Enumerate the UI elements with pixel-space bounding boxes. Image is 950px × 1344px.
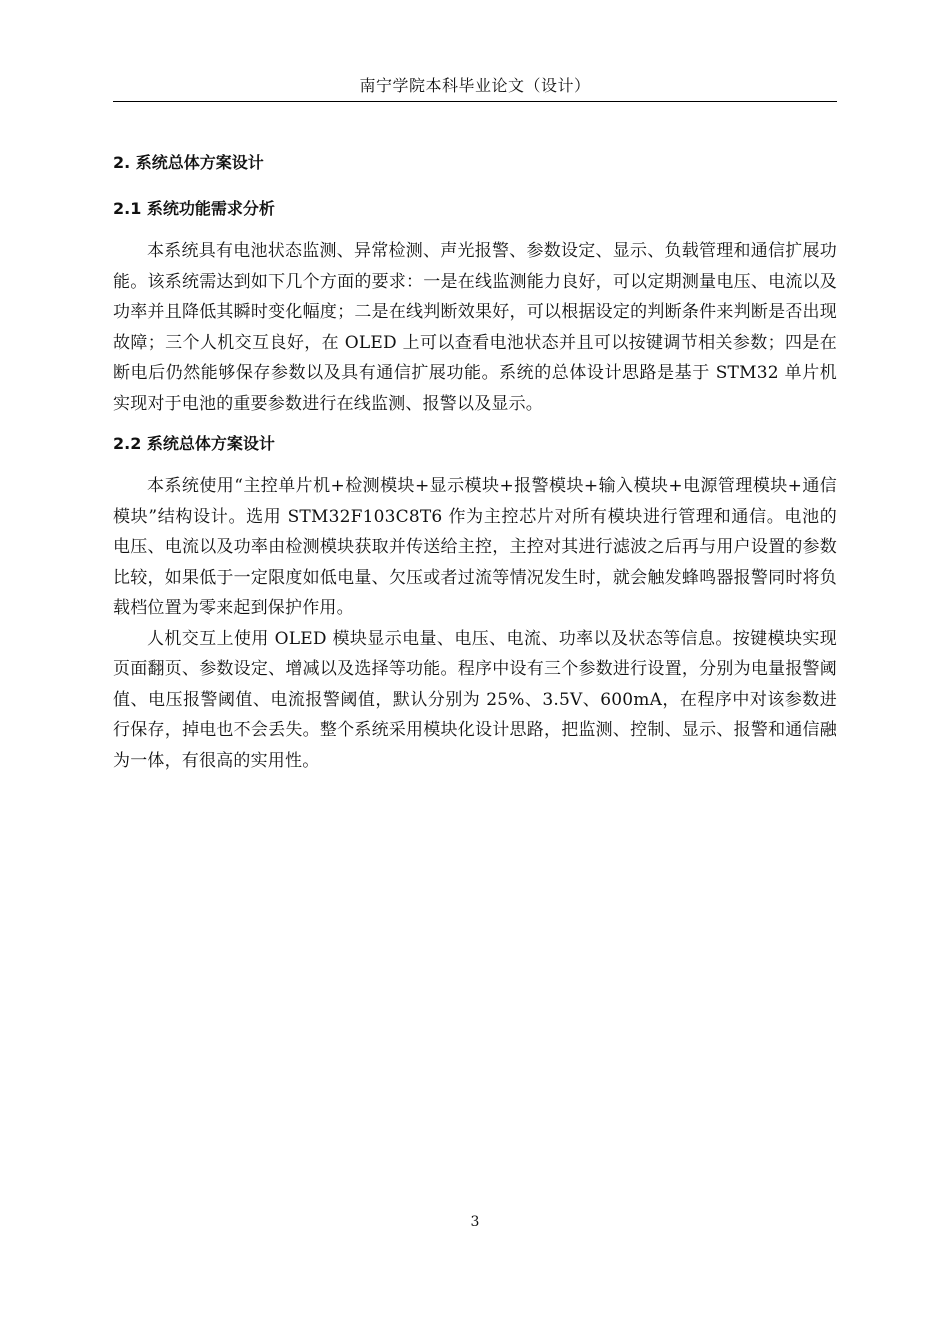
document-body (113, 150, 837, 776)
subsection-heading-2-1: 2.1 系统功能需求分析 (113, 199, 275, 218)
header-rule (113, 101, 837, 102)
paragraph-requirements: 本系统具有电池状态监测、异常检测、声光报警、参数设定、显示、负载管理和通信扩展功能。该系统需达到如下几个方面的要求：一是在线监测能力良好，可以定期测量电压、电流以及功率并且降低其瞬时变化幅度；二是在线判断效果好，可以根据设定的判断条件来判断是否出现故障；三个人机交互良好，在 OLED 上可以查看电池状态并且可以按键调节相关参数；四是在断电后仍然能够保存参数以及具有通信扩展功能。系统的总体设计思路是基于 STM32 单片机实现对于电池的重要参数进行在线监测、报警以及显示。 (113, 241, 837, 414)
running-header: 南宁学院本科毕业论文（设计） (359, 76, 591, 95)
paragraph-hmi: 人机交互上使用 OLED 模块显示电量、电压、电流、功率以及状态等信息。按键模块实现页面翻页、参数设定、增减以及选择等功能。程序中设有三个参数进行设置，分别为电量报警阈值、电压报警阈值、电流报警阈值，默认分别为 25%、3.5V、600mA，在程序中对该参数进行保存，掉电也不会丢失。整个系统采用模块化设计思路，把监测、控制、显示、报警和通信融为一体，有很高的实用性。 (113, 628, 837, 771)
section-heading: 2. 系统总体方案设计 (113, 153, 264, 172)
subsection-heading-2-2: 2.2 系统总体方案设计 (113, 434, 275, 453)
page-number: 3 (470, 1214, 480, 1230)
paragraph-architecture: 本系统使用“主控单片机+检测模块+显示模块+报警模块+输入模块+电源管理模块+通信模块”结构设计。选用 STM32F103C8T6 作为主控芯片对所有模块进行管理和通信。电池的电压、电流以及功率由检测模块获取并传送给主控，主控对其进行滤波之后再与用户设置的参数比较，如果低于一定限度如低电量、欠压或者过流等情况发生时，就会触发蜂鸣器报警同时将负载档位置为零来起到保护作用。 (113, 476, 837, 618)
